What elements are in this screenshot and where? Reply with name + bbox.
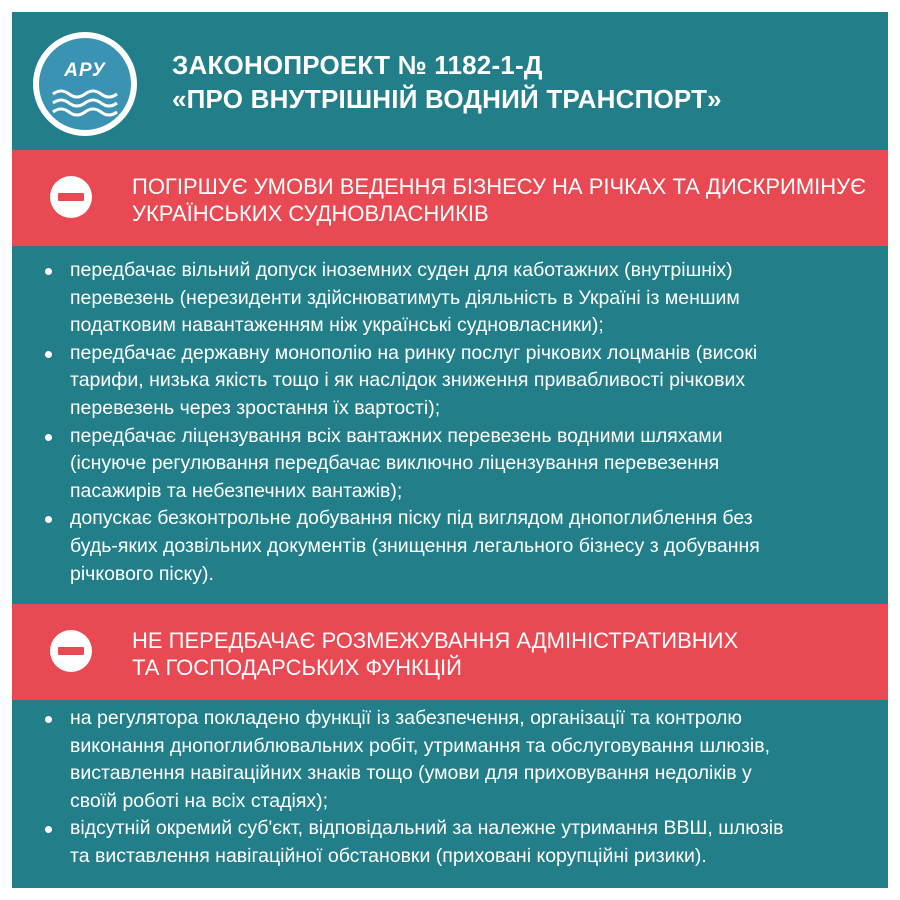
waves-icon xyxy=(51,88,119,118)
bullet-icon xyxy=(45,716,52,723)
business-issues-list xyxy=(12,257,888,588)
item-line: перевезень через зростання їх вартості); xyxy=(70,396,441,419)
section-heading-text xyxy=(132,627,872,681)
item-line: пасажирів та небезпечних вантажів); xyxy=(70,479,403,502)
list-item xyxy=(12,815,888,870)
item-line: будь-яких дозвільних документів (знищення легального бізнесу з добування xyxy=(70,534,760,557)
item-line: передбачає ліцензування всіх вантажних перевезень водними шляхами xyxy=(70,424,723,447)
page-title xyxy=(172,48,872,116)
aru-logo xyxy=(33,32,137,136)
list-item xyxy=(12,423,888,506)
item-line: відсутній окремий суб'єкт, відповідальний за належне утримання ВВШ, шлюзів xyxy=(70,817,784,840)
functions-issues-list xyxy=(12,705,888,871)
bullet-icon xyxy=(45,516,52,523)
heading-line: ТА ГОСПОДАРСЬКИХ ФУНКЦІЙ xyxy=(132,655,462,680)
item-line: виконання днопоглиблювальних робіт, утримання та обслуговування шлюзів, xyxy=(70,734,771,757)
title-line-1: ЗАКОНОПРОЕКТ № 1182-1-Д xyxy=(172,50,543,80)
list-item xyxy=(12,257,888,340)
item-line: на регулятора покладено функції із забезпечення, організації та контролю xyxy=(70,707,743,729)
section-heading-functions xyxy=(12,604,888,700)
bullet-icon xyxy=(45,268,52,275)
list-item xyxy=(12,505,888,588)
section-heading-text xyxy=(132,173,872,227)
bullet-icon xyxy=(45,351,52,358)
logo-circle xyxy=(39,38,131,130)
minus-circle-icon xyxy=(50,630,92,672)
item-line: та виставлення навігаційної обстановки (приховані корупційні ризики). xyxy=(70,844,707,867)
item-line: річкового піску). xyxy=(70,562,214,585)
heading-line: УКРАЇНСЬКИХ СУДНОВЛАСНИКІВ xyxy=(132,201,489,226)
item-line: (існуюче регулювання передбачає виключно ліцензування перевезення xyxy=(70,452,720,475)
header xyxy=(12,12,888,152)
list-item xyxy=(12,340,888,423)
item-line: передбачає вільний допуск іноземних суден для каботажних (внутрішніх) xyxy=(70,259,733,281)
item-line: тарифи, низька якість тощо і як наслідок зниження привабливості річкових xyxy=(70,369,746,392)
section-heading-business xyxy=(12,150,888,246)
bullet-icon xyxy=(45,826,52,833)
item-line: податковим навантаженням ніж українські судновласники); xyxy=(70,314,604,337)
list-item xyxy=(12,705,888,815)
bullet-icon xyxy=(45,434,52,441)
infographic-card xyxy=(12,12,888,888)
minus-circle-icon xyxy=(50,176,92,218)
heading-line: ПОГІРШУЄ УМОВИ ВЕДЕННЯ БІЗНЕСУ НА РІЧКАХ ТА ДИСКРИМІНУЄ xyxy=(132,174,866,199)
logo-text: АРУ xyxy=(64,60,106,81)
item-line: допускає безконтрольне добування піску під виглядом днопоглиблення без xyxy=(70,507,753,530)
item-line: перевезень (нерезиденти здійснюватимуть діяльність в Україні із меншим xyxy=(70,286,740,309)
item-line: своїй роботі на всіх стадіях); xyxy=(70,789,329,812)
item-line: виставлення навігаційних знаків тощо (умови для приховування недоліків у xyxy=(70,762,752,785)
item-line: передбачає державну монополію на ринку послуг річкових лоцманів (високі xyxy=(70,341,758,364)
heading-line: НЕ ПЕРЕДБАЧАЄ РОЗМЕЖУВАННЯ АДМІНІСТРАТИВНИХ xyxy=(132,628,739,653)
title-line-2: «ПРО ВНУТРІШНІЙ ВОДНИЙ ТРАНСПОРТ» xyxy=(172,84,722,114)
